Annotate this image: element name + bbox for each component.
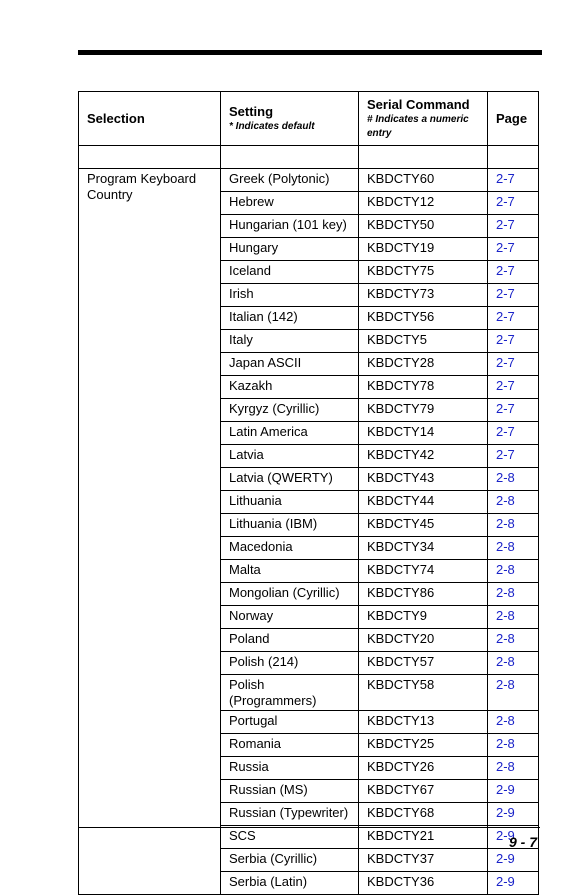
page-link[interactable]: 2-7 — [488, 238, 539, 261]
page-link[interactable]: 2-7 — [488, 445, 539, 468]
setting-cell: Hebrew — [221, 192, 359, 215]
command-cell: KBDCTY37 — [359, 849, 488, 872]
header-setting-label: Setting — [229, 103, 274, 119]
page-link[interactable]: 2-8 — [488, 583, 539, 606]
setting-cell: SCS — [221, 826, 359, 849]
setting-cell: Latvia — [221, 445, 359, 468]
command-cell: KBDCTY5 — [359, 330, 488, 353]
page-link[interactable]: 2-7 — [488, 169, 539, 192]
command-cell: KBDCTY20 — [359, 629, 488, 652]
page-link[interactable]: 2-7 — [488, 192, 539, 215]
setting-cell: Latin America — [221, 422, 359, 445]
command-table — [78, 91, 539, 895]
command-cell: KBDCTY13 — [359, 711, 488, 734]
setting-cell: Lithuania (IBM) — [221, 514, 359, 537]
command-cell: KBDCTY45 — [359, 514, 488, 537]
page-link[interactable]: 2-8 — [488, 757, 539, 780]
setting-cell: Norway — [221, 606, 359, 629]
setting-cell: Russia — [221, 757, 359, 780]
setting-cell: Japan ASCII — [221, 353, 359, 376]
command-cell: KBDCTY67 — [359, 780, 488, 803]
header-setting-note: * Indicates default — [229, 120, 315, 132]
page-link[interactable]: 2-7 — [488, 376, 539, 399]
setting-cell: Russian (Typewriter) — [221, 803, 359, 826]
page-link[interactable]: 2-9 — [488, 826, 539, 849]
setting-cell: Malta — [221, 560, 359, 583]
command-cell: KBDCTY19 — [359, 238, 488, 261]
command-cell: KBDCTY9 — [359, 606, 488, 629]
page-link[interactable]: 2-7 — [488, 215, 539, 238]
setting-cell: Serbia (Cyrillic) — [221, 849, 359, 872]
header-serial-command — [359, 92, 488, 146]
command-cell: KBDCTY57 — [359, 652, 488, 675]
page-link[interactable]: 2-9 — [488, 803, 539, 826]
command-cell: KBDCTY79 — [359, 399, 488, 422]
command-cell: KBDCTY78 — [359, 376, 488, 399]
setting-cell: Polish (Programmers) — [221, 675, 359, 711]
table-header-row — [79, 92, 539, 146]
setting-cell: Russian (MS) — [221, 780, 359, 803]
command-cell: KBDCTY60 — [359, 169, 488, 192]
command-cell: KBDCTY68 — [359, 803, 488, 826]
page-link[interactable]: 2-8 — [488, 468, 539, 491]
page-link[interactable]: 2-9 — [488, 780, 539, 803]
command-cell: KBDCTY44 — [359, 491, 488, 514]
command-cell: KBDCTY28 — [359, 353, 488, 376]
command-cell: KBDCTY26 — [359, 757, 488, 780]
setting-cell: Serbia (Latin) — [221, 872, 359, 895]
page-link[interactable]: 2-7 — [488, 261, 539, 284]
page-link[interactable]: 2-7 — [488, 353, 539, 376]
command-cell: KBDCTY73 — [359, 284, 488, 307]
command-cell: KBDCTY21 — [359, 826, 488, 849]
table-row — [79, 169, 539, 192]
page-number: 9 - 7 — [508, 834, 537, 850]
header-gap — [79, 146, 539, 169]
page-link[interactable]: 2-8 — [488, 537, 539, 560]
command-cell: KBDCTY86 — [359, 583, 488, 606]
command-cell: KBDCTY74 — [359, 560, 488, 583]
header-serial-label: Serial Command — [367, 96, 470, 112]
page-link[interactable]: 2-7 — [488, 284, 539, 307]
header-page: Page — [488, 92, 539, 146]
command-cell: KBDCTY12 — [359, 192, 488, 215]
setting-cell: Hungary — [221, 238, 359, 261]
header-setting — [221, 92, 359, 146]
command-cell: KBDCTY50 — [359, 215, 488, 238]
top-rule — [78, 50, 542, 55]
page-link[interactable]: 2-8 — [488, 629, 539, 652]
setting-cell: Irish — [221, 284, 359, 307]
setting-cell: Kyrgyz (Cyrillic) — [221, 399, 359, 422]
command-cell: KBDCTY14 — [359, 422, 488, 445]
footer-rule — [78, 827, 540, 828]
page-link[interactable]: 2-8 — [488, 711, 539, 734]
setting-cell: Italy — [221, 330, 359, 353]
command-cell: KBDCTY75 — [359, 261, 488, 284]
command-cell: KBDCTY43 — [359, 468, 488, 491]
header-selection: Selection — [79, 92, 221, 146]
command-cell: KBDCTY25 — [359, 734, 488, 757]
page-link[interactable]: 2-8 — [488, 734, 539, 757]
setting-cell: Italian (142) — [221, 307, 359, 330]
setting-cell: Poland — [221, 629, 359, 652]
setting-cell: Kazakh — [221, 376, 359, 399]
page-link[interactable]: 2-8 — [488, 606, 539, 629]
page-link[interactable]: 2-7 — [488, 422, 539, 445]
page-link[interactable]: 2-9 — [488, 849, 539, 872]
setting-cell: Mongolian (Cyrillic) — [221, 583, 359, 606]
selection-cell: Program Keyboard Country — [79, 169, 221, 895]
page-link[interactable]: 2-7 — [488, 330, 539, 353]
page-link[interactable]: 2-8 — [488, 675, 539, 711]
page-link[interactable]: 2-7 — [488, 307, 539, 330]
page-link[interactable]: 2-8 — [488, 491, 539, 514]
page-link[interactable]: 2-8 — [488, 514, 539, 537]
setting-cell: Iceland — [221, 261, 359, 284]
setting-cell: Macedonia — [221, 537, 359, 560]
page-link[interactable]: 2-9 — [488, 872, 539, 895]
command-cell: KBDCTY36 — [359, 872, 488, 895]
header-serial-note: # Indicates a numeric entry — [367, 113, 469, 139]
setting-cell: Hungarian (101 key) — [221, 215, 359, 238]
setting-cell: Romania — [221, 734, 359, 757]
page-link[interactable]: 2-8 — [488, 652, 539, 675]
setting-cell: Polish (214) — [221, 652, 359, 675]
command-cell: KBDCTY42 — [359, 445, 488, 468]
setting-cell: Lithuania — [221, 491, 359, 514]
command-cell: KBDCTY34 — [359, 537, 488, 560]
page-link[interactable]: 2-7 — [488, 399, 539, 422]
setting-cell: Latvia (QWERTY) — [221, 468, 359, 491]
setting-cell: Portugal — [221, 711, 359, 734]
page-link[interactable]: 2-8 — [488, 560, 539, 583]
setting-cell: Greek (Polytonic) — [221, 169, 359, 192]
command-cell: KBDCTY56 — [359, 307, 488, 330]
command-cell: KBDCTY58 — [359, 675, 488, 711]
